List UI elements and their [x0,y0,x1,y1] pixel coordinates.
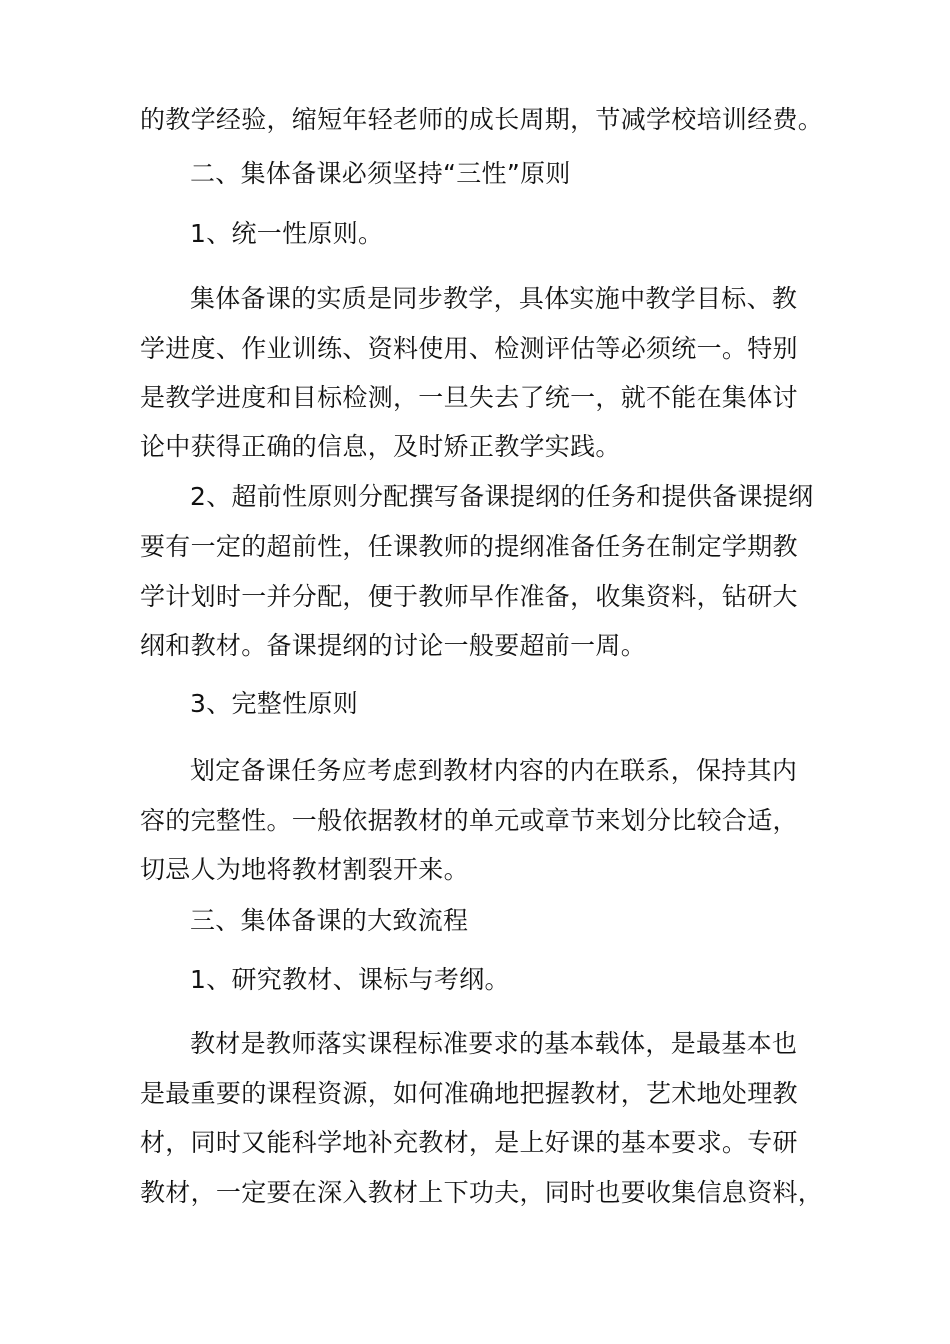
text-line: 集体备课的实质是同步教学，具体实施中教学目标、教 [190,284,798,313]
text-line: 材，同时又能科学地补充教材，是上好课的基本要求。专研 [140,1128,798,1157]
text-line: 的教学经验，缩短年轻老师的成长周期，节减学校培训经费。 [140,105,824,134]
text-line: 要有一定的超前性，任课教师的提纲准备任务在制定学期教 [140,532,798,561]
text-line: 是教学进度和目标检测，一旦失去了统一，就不能在集体讨 [140,383,798,412]
section-heading: 二、集体备课必须坚持“三性”原则 [190,159,571,188]
text-line: 论中获得正确的信息，及时矫正教学实践。 [140,432,621,461]
subsection-heading: 2、超前性原则分配撰写备课提纲的任务和提供备课提纲 [190,482,814,511]
text-line: 切忌人为地将教材割裂开来。 [140,855,469,884]
text-line: 学进度、作业训练、资料使用、检测评估等必须统一。特别 [140,334,798,363]
section-heading: 三、集体备课的大致流程 [190,906,469,935]
text-line: 容的完整性。一般依据教材的单元或章节来划分比较合适， [140,806,798,835]
text-line: 划定备课任务应考虑到教材内容的内在联系，保持其内 [190,756,798,785]
text-line: 纲和教材。备课提纲的讨论一般要超前一周。 [140,631,647,660]
text-line: 是最重要的课程资源，如何准确地把握教材，艺术地处理教 [140,1079,798,1108]
subsection-heading: 3、完整性原则 [190,689,359,718]
text-line: 学计划时一并分配，便于教师早作准备，收集资料，钻研大 [140,582,798,611]
subsection-heading: 1、统一性原则。 [190,219,384,248]
text-line: 教材，一定要在深入教材上下功夫，同时也要收集信息资料， [140,1178,824,1207]
text-line: 教材是教师落实课程标准要求的基本载体，是最基本也 [190,1029,798,1058]
subsection-heading: 1、研究教材、课标与考纲。 [190,965,510,994]
